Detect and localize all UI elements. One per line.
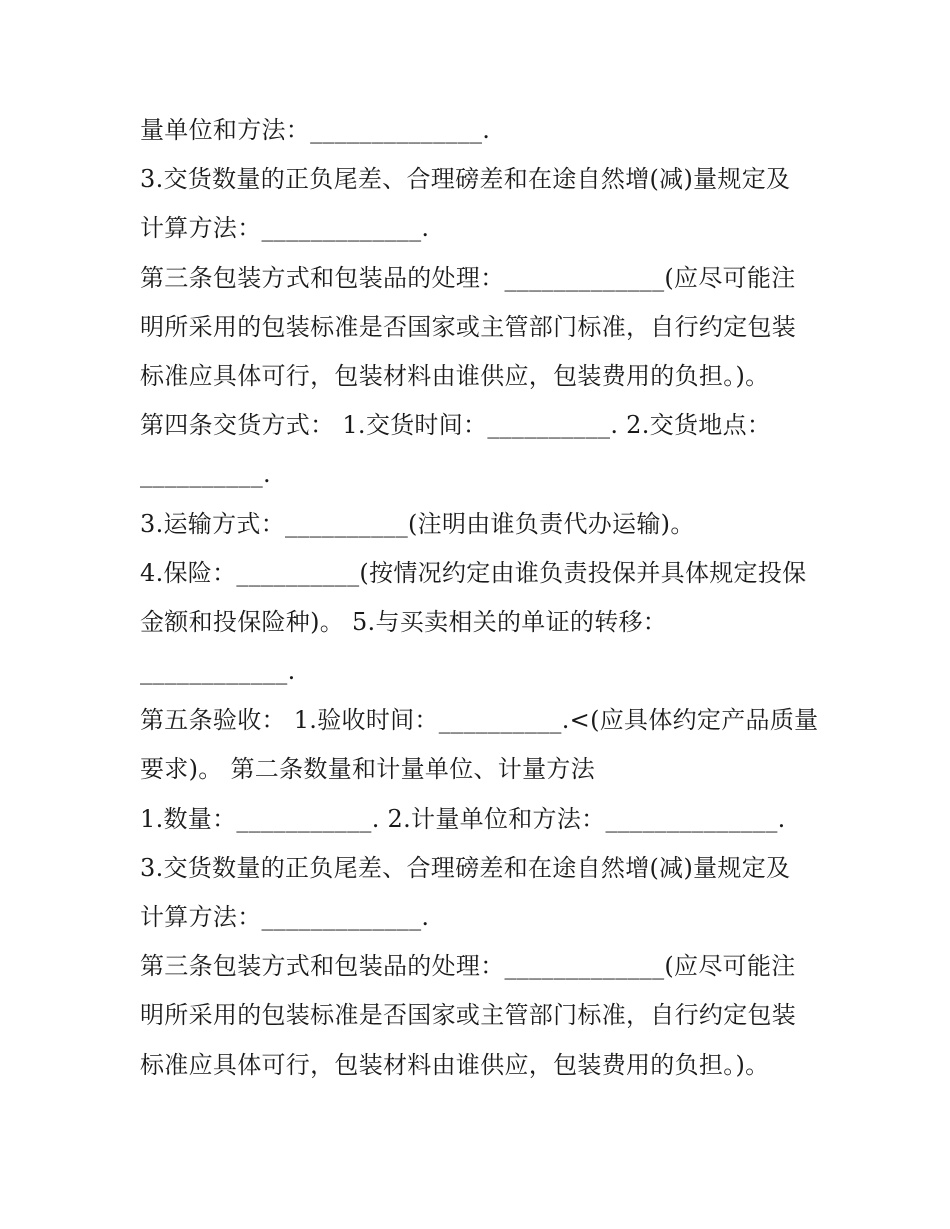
text-line: 计算方法：_____________. <box>140 903 430 931</box>
text-line: 第四条交货方式： 1.交货时间：__________. 2.交货地点： <box>140 411 772 440</box>
text-line: 明所采用的包装标准是否国家或主管部门标准，自行约定包装 <box>140 1001 797 1030</box>
text-line: __________. <box>140 460 271 489</box>
text-line: 标准应具体可行，包装材料由谁供应，包装费用的负担。)。 <box>140 1050 770 1079</box>
text-line: 3.运输方式：__________(注明由谁负责代办运输)。 <box>140 509 695 538</box>
text-line: 第五条验收： 1.验收时间：__________.<(应具体约定产品质量 <box>140 706 819 735</box>
text-line: 第三条包装方式和包装品的处理：_____________(应尽可能注 <box>140 952 796 981</box>
text-line: 第三条包装方式和包装品的处理：_____________(应尽可能注 <box>140 263 796 292</box>
text-line: 明所采用的包装标准是否国家或主管部门标准，自行约定包装 <box>140 312 797 341</box>
text-line: 3.交货数量的正负尾差、合理磅差和在途自然增(减)量规定及 <box>140 165 791 194</box>
text-line: 要求)。 第二条数量和计量单位、计量方法 <box>140 755 595 784</box>
text-line: 金额和投保险种)。 5.与买卖相关的单证的转移： <box>140 607 668 636</box>
text-line: 1.数量：___________. 2.计量单位和方法：______________. <box>140 804 786 833</box>
text-line: 3.交货数量的正负尾差、合理磅差和在途自然增(减)量规定及 <box>140 853 791 882</box>
text-line: ____________. <box>140 657 296 686</box>
text-line: 4.保险：__________(按情况约定由谁负责投保并具体规定投保 <box>140 558 807 587</box>
text-line: 量单位和方法：______________. <box>140 116 491 144</box>
text-line: 标准应具体可行，包装材料由谁供应，包装费用的负担。)。 <box>140 361 770 390</box>
text-line: 计算方法：_____________. <box>140 214 430 243</box>
document-body <box>140 106 820 1090</box>
